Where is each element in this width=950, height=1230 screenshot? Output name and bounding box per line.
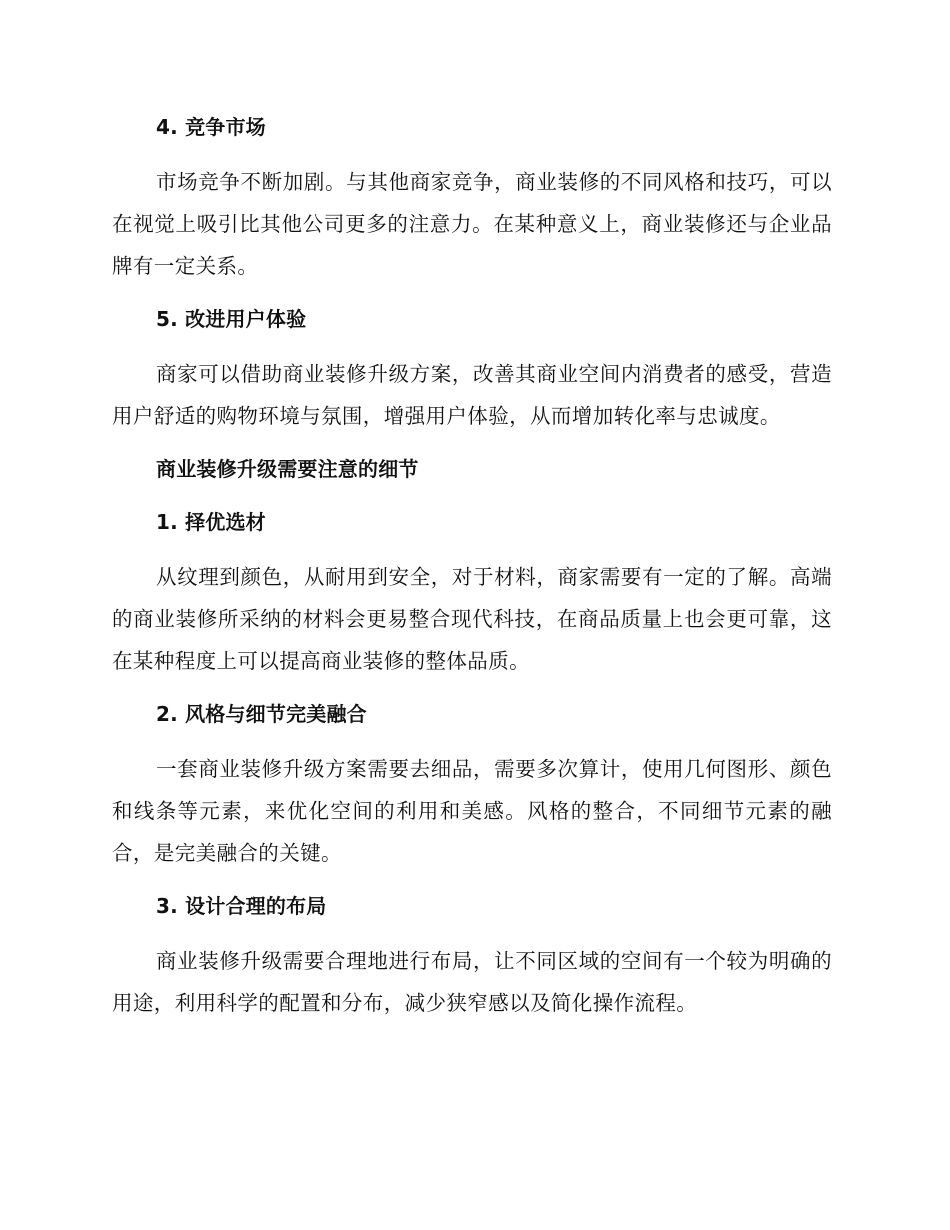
detail-heading-layout: 3. 设计合理的布局 — [156, 894, 327, 918]
detail-paragraph-layout: 商业装修升级需要合理地进行布局，让不同区域的空间有一个较为明确的用途，利用科学的配置和分布，减少狭窄感以及简化操作流程。 — [112, 949, 832, 1015]
document-body — [112, 108, 832, 1037]
section-heading-competition: 4. 竞争市场 — [156, 115, 266, 139]
section-paragraph-user-experience: 商家可以借助商业装修升级方案，改善其商业空间内消费者的感受，营造用户舒适的购物环境与氛围，增强用户体验，从而增加转化率与忠诚度。 — [112, 362, 832, 428]
section-heading-user-experience: 5. 改进用户体验 — [156, 307, 307, 331]
detail-heading-materials: 1. 择优选材 — [156, 510, 266, 534]
detail-paragraph-style-fusion: 一套商业装修升级方案需要去细品，需要多次算计，使用几何图形、颜色和线条等元素，来优化空间的利用和美感。风格的整合，不同细节元素的融合，是完美融合的关键。 — [112, 757, 832, 865]
detail-heading-style-fusion: 2. 风格与细节完美融合 — [156, 702, 367, 726]
section-paragraph-competition: 市场竞争不断加剧。与其他商家竞争，商业装修的不同风格和技巧，可以在视觉上吸引比其他公司更多的注意力。在某种意义上，商业装修还与企业品牌有一定关系。 — [112, 170, 832, 278]
details-subtitle: 商业装修升级需要注意的细节 — [156, 457, 419, 481]
detail-paragraph-materials: 从纹理到颜色，从耐用到安全，对于材料，商家需要有一定的了解。高端的商业装修所采纳的材料会更易整合现代科技，在商品质量上也会更可靠，这在某种程度上可以提高商业装修的整体品质。 — [112, 565, 832, 673]
